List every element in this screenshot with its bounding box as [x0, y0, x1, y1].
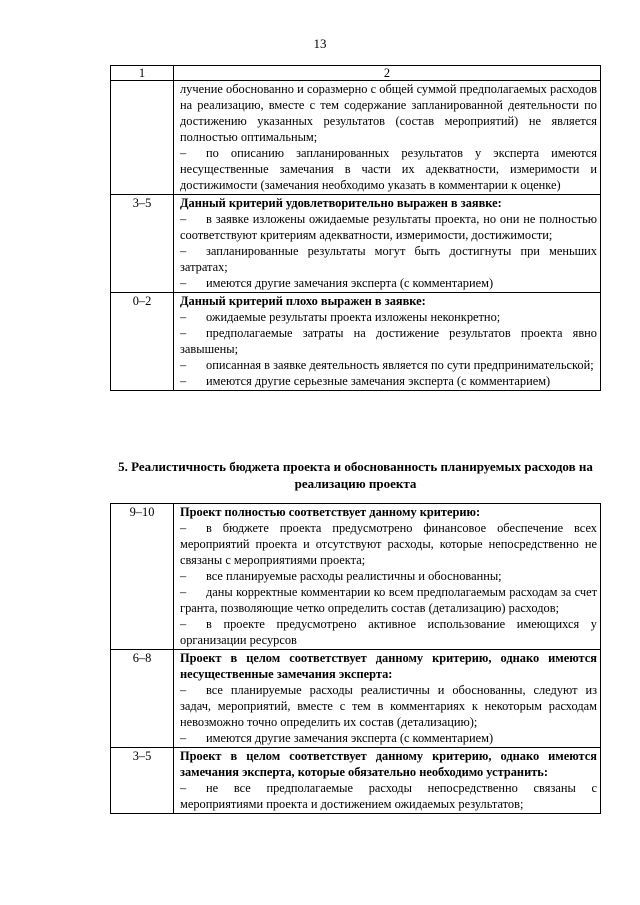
page-number: 13 — [313, 36, 327, 51]
description-cell — [174, 195, 601, 293]
description-cell — [174, 650, 601, 748]
criteria-table-4 — [110, 65, 601, 391]
score-cell: 9–10 — [111, 504, 174, 650]
list-item: – все планируемые расходы реалистичны и обоснованны, следуют из задач, мероприятий, вместе с тем в комментариях к некоторым расходам невозможно точно определить их состав (детализацию); — [180, 683, 597, 729]
list-item: – по описанию запланированных результатов у эксперта имеются несущественные замечания в части их адекватности, измеримости и достижимости (замечания необходимо указать в комментарии к оценке) — [180, 146, 597, 192]
section-5-heading: 5. Реалистичность бюджета проекта и обоснованность планируемых расходов на реализацию проекта — [118, 459, 593, 491]
header-col-2: 2 — [174, 66, 601, 81]
list-item: – в бюджете проекта предусмотрено финансовое обеспечение всех мероприятий проекта и отсутствуют расходы, которые непосредственно не связаны с мероприятиями проекта; — [180, 521, 597, 567]
table-row — [111, 293, 601, 391]
criteria-table-5 — [110, 503, 601, 814]
list-item-text: имеются другие серьезные замечания эксперта (с комментарием) — [206, 374, 551, 388]
description-cell — [174, 748, 601, 814]
table-row — [111, 650, 601, 748]
list-item: – в заявке изложены ожидаемые результаты проекта, но они не полностью соответствуют критериям адекватности, измеримости, достижимости; — [180, 212, 597, 242]
score-cell: 3–5 — [111, 195, 174, 293]
list-item: – имеются другие замечания эксперта (с комментарием) — [180, 731, 494, 745]
list-item-text: предполагаемые затраты на достижение результатов проекта явно завышены; — [180, 326, 597, 356]
criterion-title: Проект в целом соответствует данному критерию, однако имеются замечания эксперта, которые обязательно необходимо устранить: — [180, 749, 597, 779]
header-col-1: 1 — [111, 66, 174, 81]
criterion-title: Данный критерий плохо выражен в заявке: — [180, 294, 426, 308]
list-item-text: по описанию запланированных результатов у эксперта имеются несущественные замечания в части их адекватности, измеримости и достижимости (замечания необходимо указать в комментарии к оценке) — [180, 146, 597, 192]
list-item-text: ожидаемые результаты проекта изложены неконкретно; — [206, 310, 501, 324]
list-item: – все планируемые расходы реалистичны и обоснованны; — [180, 569, 502, 583]
table-row — [111, 504, 601, 650]
table-row — [111, 748, 601, 814]
criterion-title: Проект полностью соответствует данному критерию: — [180, 505, 481, 519]
list-item: – описанная в заявке деятельность является по сути предпринимательской; — [180, 358, 594, 372]
list-item-text: описанная в заявке деятельность является по сути предпринимательской; — [206, 358, 594, 372]
score-cell: 0–2 — [111, 293, 174, 391]
list-item-text: имеются другие замечания эксперта (с комментарием) — [206, 731, 494, 745]
score-cell — [111, 81, 174, 195]
list-item: – в проекте предусмотрено активное использование имеющихся у организации ресурсов — [180, 617, 597, 647]
description-cell — [174, 293, 601, 391]
description-cell — [174, 81, 601, 195]
list-item: – имеются другие серьезные замечания эксперта (с комментарием) — [180, 374, 551, 388]
list-item: – предполагаемые затраты на достижение результатов проекта явно завышены; — [180, 326, 597, 356]
list-item-text: в бюджете проекта предусмотрено финансовое обеспечение всех мероприятий проекта и отсутствуют расходы, которые непосредственно не связаны с мероприятиями проекта; — [180, 521, 597, 567]
list-item-text: запланированные результаты могут быть достигнуты при меньших затратах; — [180, 244, 597, 274]
table-row — [111, 195, 601, 293]
list-item-text: в заявке изложены ожидаемые результаты проекта, но они не полностью соответствуют критериям адекватности, измеримости, достижимости; — [180, 212, 597, 242]
continued-text: лучение обоснованно и соразмерно с общей суммой предполагаемых расходов на реализацию, вместе с тем содержание запланированной деятельности по достижению указанных результатов (состав мероприятий) не является полностью оптимальным; — [180, 82, 597, 144]
score-cell: 6–8 — [111, 650, 174, 748]
table-row — [111, 81, 601, 195]
description-cell — [174, 504, 601, 650]
list-item-text: все планируемые расходы реалистичны и обоснованны; — [206, 569, 502, 583]
list-item: – даны корректные комментарии ко всем предполагаемым расходам за счет гранта, позволяющие четко определить состав (детализацию) расходов; — [180, 585, 597, 615]
criterion-title: Данный критерий удовлетворительно выражен в заявке: — [180, 196, 502, 210]
list-item-text: в проекте предусмотрено активное использование имеющихся у организации ресурсов — [180, 617, 597, 647]
list-item: – имеются другие замечания эксперта (с комментарием) — [180, 276, 494, 290]
criterion-title: Проект в целом соответствует данному критерию, однако имеются несущественные замечания эксперта: — [180, 651, 597, 681]
list-item-text: имеются другие замечания эксперта (с комментарием) — [206, 276, 494, 290]
list-item-text: не все предполагаемые расходы непосредственно связаны с мероприятиями проекта и достижением ожидаемых результатов; — [180, 781, 597, 811]
list-item: – запланированные результаты могут быть достигнуты при меньших затратах; — [180, 244, 597, 274]
table-header-row — [111, 66, 601, 81]
list-item-text: даны корректные комментарии ко всем предполагаемым расходам за счет гранта, позволяющие четко определить состав (детализацию) расходов; — [180, 585, 597, 615]
score-cell: 3–5 — [111, 748, 174, 814]
list-item: – ожидаемые результаты проекта изложены неконкретно; — [180, 310, 501, 324]
list-item-text: все планируемые расходы реалистичны и обоснованны, следуют из задач, мероприятий, вместе с тем в комментариях к некоторым расходам невозможно точно определить их состав (детализацию); — [180, 683, 597, 729]
list-item: – не все предполагаемые расходы непосредственно связаны с мероприятиями проекта и достижением ожидаемых результатов; — [180, 781, 597, 811]
